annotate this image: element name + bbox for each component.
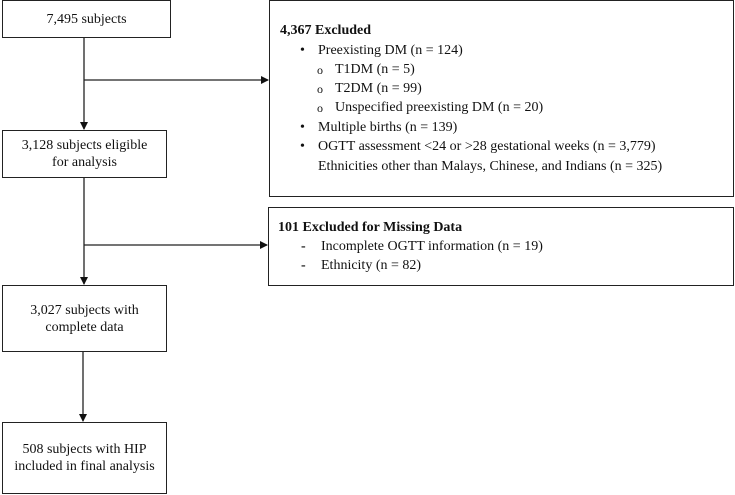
missing-item: Ethnicity (n = 82): [321, 258, 422, 273]
excluded-item: OGTT assessment <24 or >28 gestational weeks (n = 3,779): [318, 139, 656, 154]
bullet-icon: •: [300, 120, 305, 135]
bullet-icon: •: [300, 139, 305, 154]
circle-bullet-icon: o: [317, 82, 323, 96]
final-box: [2, 422, 167, 494]
excluded-item: Multiple births (n = 139): [318, 120, 458, 135]
dash-icon: -: [301, 239, 306, 254]
complete-text-1: 3,027 subjects with: [30, 302, 139, 318]
eligible-box: [2, 130, 167, 178]
dash-icon: -: [301, 258, 306, 273]
missing-title: 101 Excluded for Missing Data: [278, 220, 463, 235]
excluded-item: Preexisting DM (n = 124): [318, 43, 463, 58]
excluded-item: T2DM (n = 99): [335, 81, 422, 96]
circle-bullet-icon: o: [317, 63, 323, 77]
start-box: [2, 0, 171, 38]
excluded-item: T1DM (n = 5): [335, 62, 415, 77]
missing-item: Incomplete OGTT information (n = 19): [321, 239, 543, 254]
eligible-text-1: 3,128 subjects eligible: [21, 138, 148, 153]
excluded-box: [269, 0, 734, 197]
excluded-item: Unspecified preexisting DM (n = 20): [335, 100, 544, 115]
final-text-1: 508 subjects with HIP: [22, 442, 147, 457]
complete-box: [2, 285, 167, 352]
excluded-item: Ethnicities other than Malays, Chinese, and Indians (n = 325): [318, 159, 663, 174]
eligible-text-2: for analysis: [52, 155, 117, 170]
excluded-title: 4,367 Excluded: [280, 23, 372, 38]
complete-text-2: complete data: [45, 319, 124, 335]
start-text: 7,495 subjects: [46, 11, 127, 27]
circle-bullet-icon: o: [317, 101, 323, 115]
final-text-2: included in final analysis: [14, 459, 155, 474]
bullet-icon: •: [300, 43, 305, 58]
missing-box: [268, 207, 734, 286]
